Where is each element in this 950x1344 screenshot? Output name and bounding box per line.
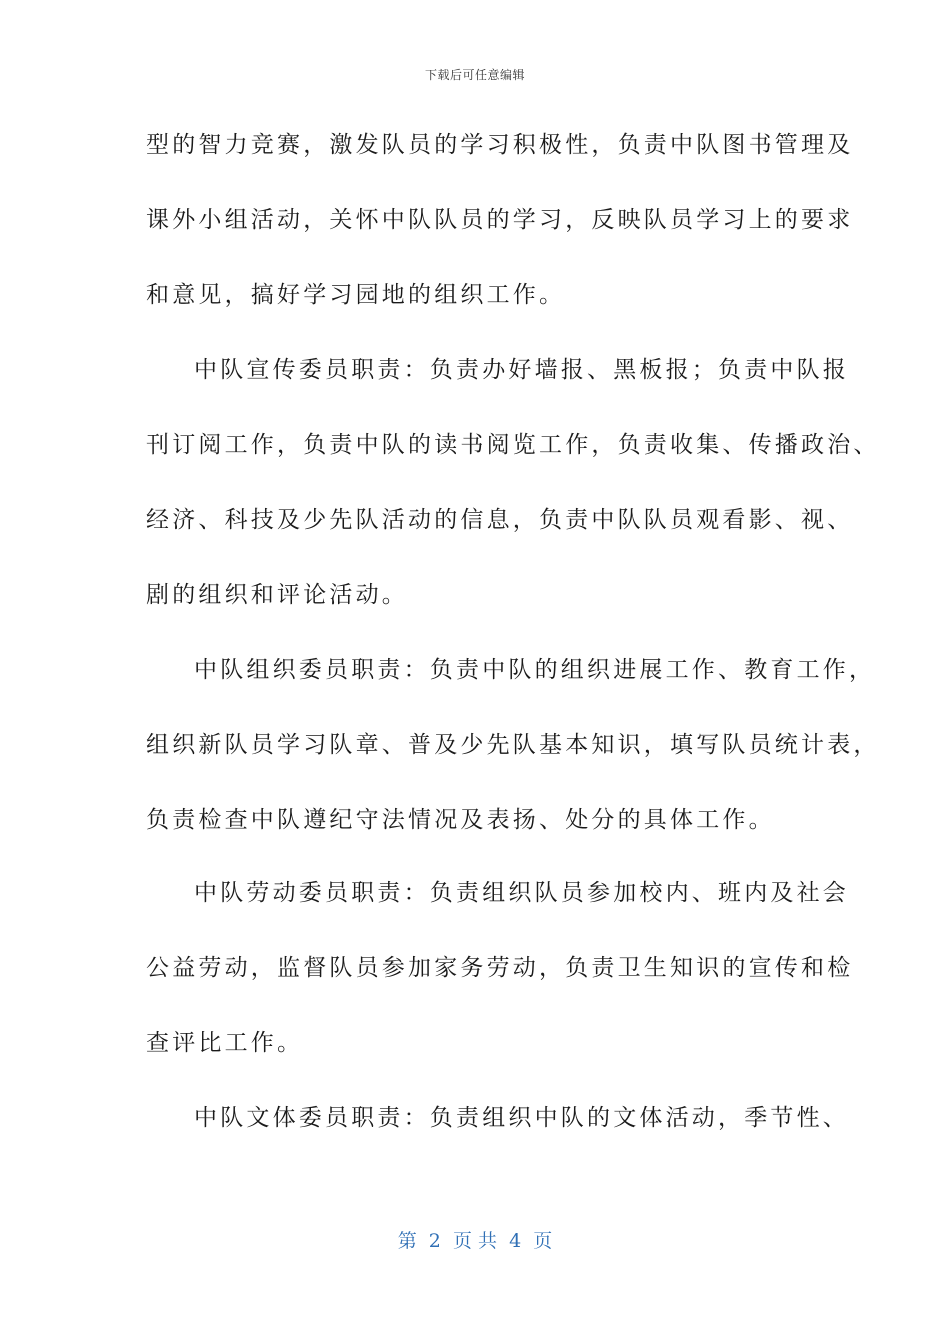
header-note: 下载后可任意编辑: [424, 68, 525, 82]
text-line: 查评比工作。: [146, 1030, 304, 1056]
text-line: 剧的组织和评论活动。: [146, 582, 408, 608]
paragraph-first-line: 中队劳动委员职责：负责组织队员参加校内、班内及社会: [194, 880, 849, 906]
text-line: 课外小组活动，关怀中队队员的学习，反映队员学习上的要求: [146, 207, 854, 233]
text-line: 刊订阅工作，负责中队的读书阅览工作，负责收集、传播政治、: [146, 432, 880, 458]
text-line: 负责检查中队遵纪守法情况及表扬、处分的具体工作。: [146, 807, 775, 833]
paragraph-first-line: 中队宣传委员职责：负责办好墙报、黑板报；负责中队报: [194, 357, 849, 383]
paragraph-first-line: 中队文体委员职责：负责组织中队的文体活动，季节性、: [194, 1105, 849, 1131]
text-line: 经济、科技及少先队活动的信息，负责中队队员观看影、视、: [146, 507, 854, 533]
text-line: 组织新队员学习队章、普及少先队基本知识，填写队员统计表，: [146, 732, 880, 758]
text-line: 型的智力竞赛，激发队员的学习积极性，负责中队图书管理及: [146, 132, 854, 158]
paragraph-first-line: 中队组织委员职责：负责中队的组织进展工作、教育工作，: [194, 657, 876, 683]
text-line: 和意见，搞好学习园地的组织工作。: [146, 282, 566, 308]
page-number-footer: 第 2 页 共 4 页: [397, 1230, 553, 1252]
text-line: 公益劳动，监督队员参加家务劳动，负责卫生知识的宣传和检: [146, 955, 854, 981]
